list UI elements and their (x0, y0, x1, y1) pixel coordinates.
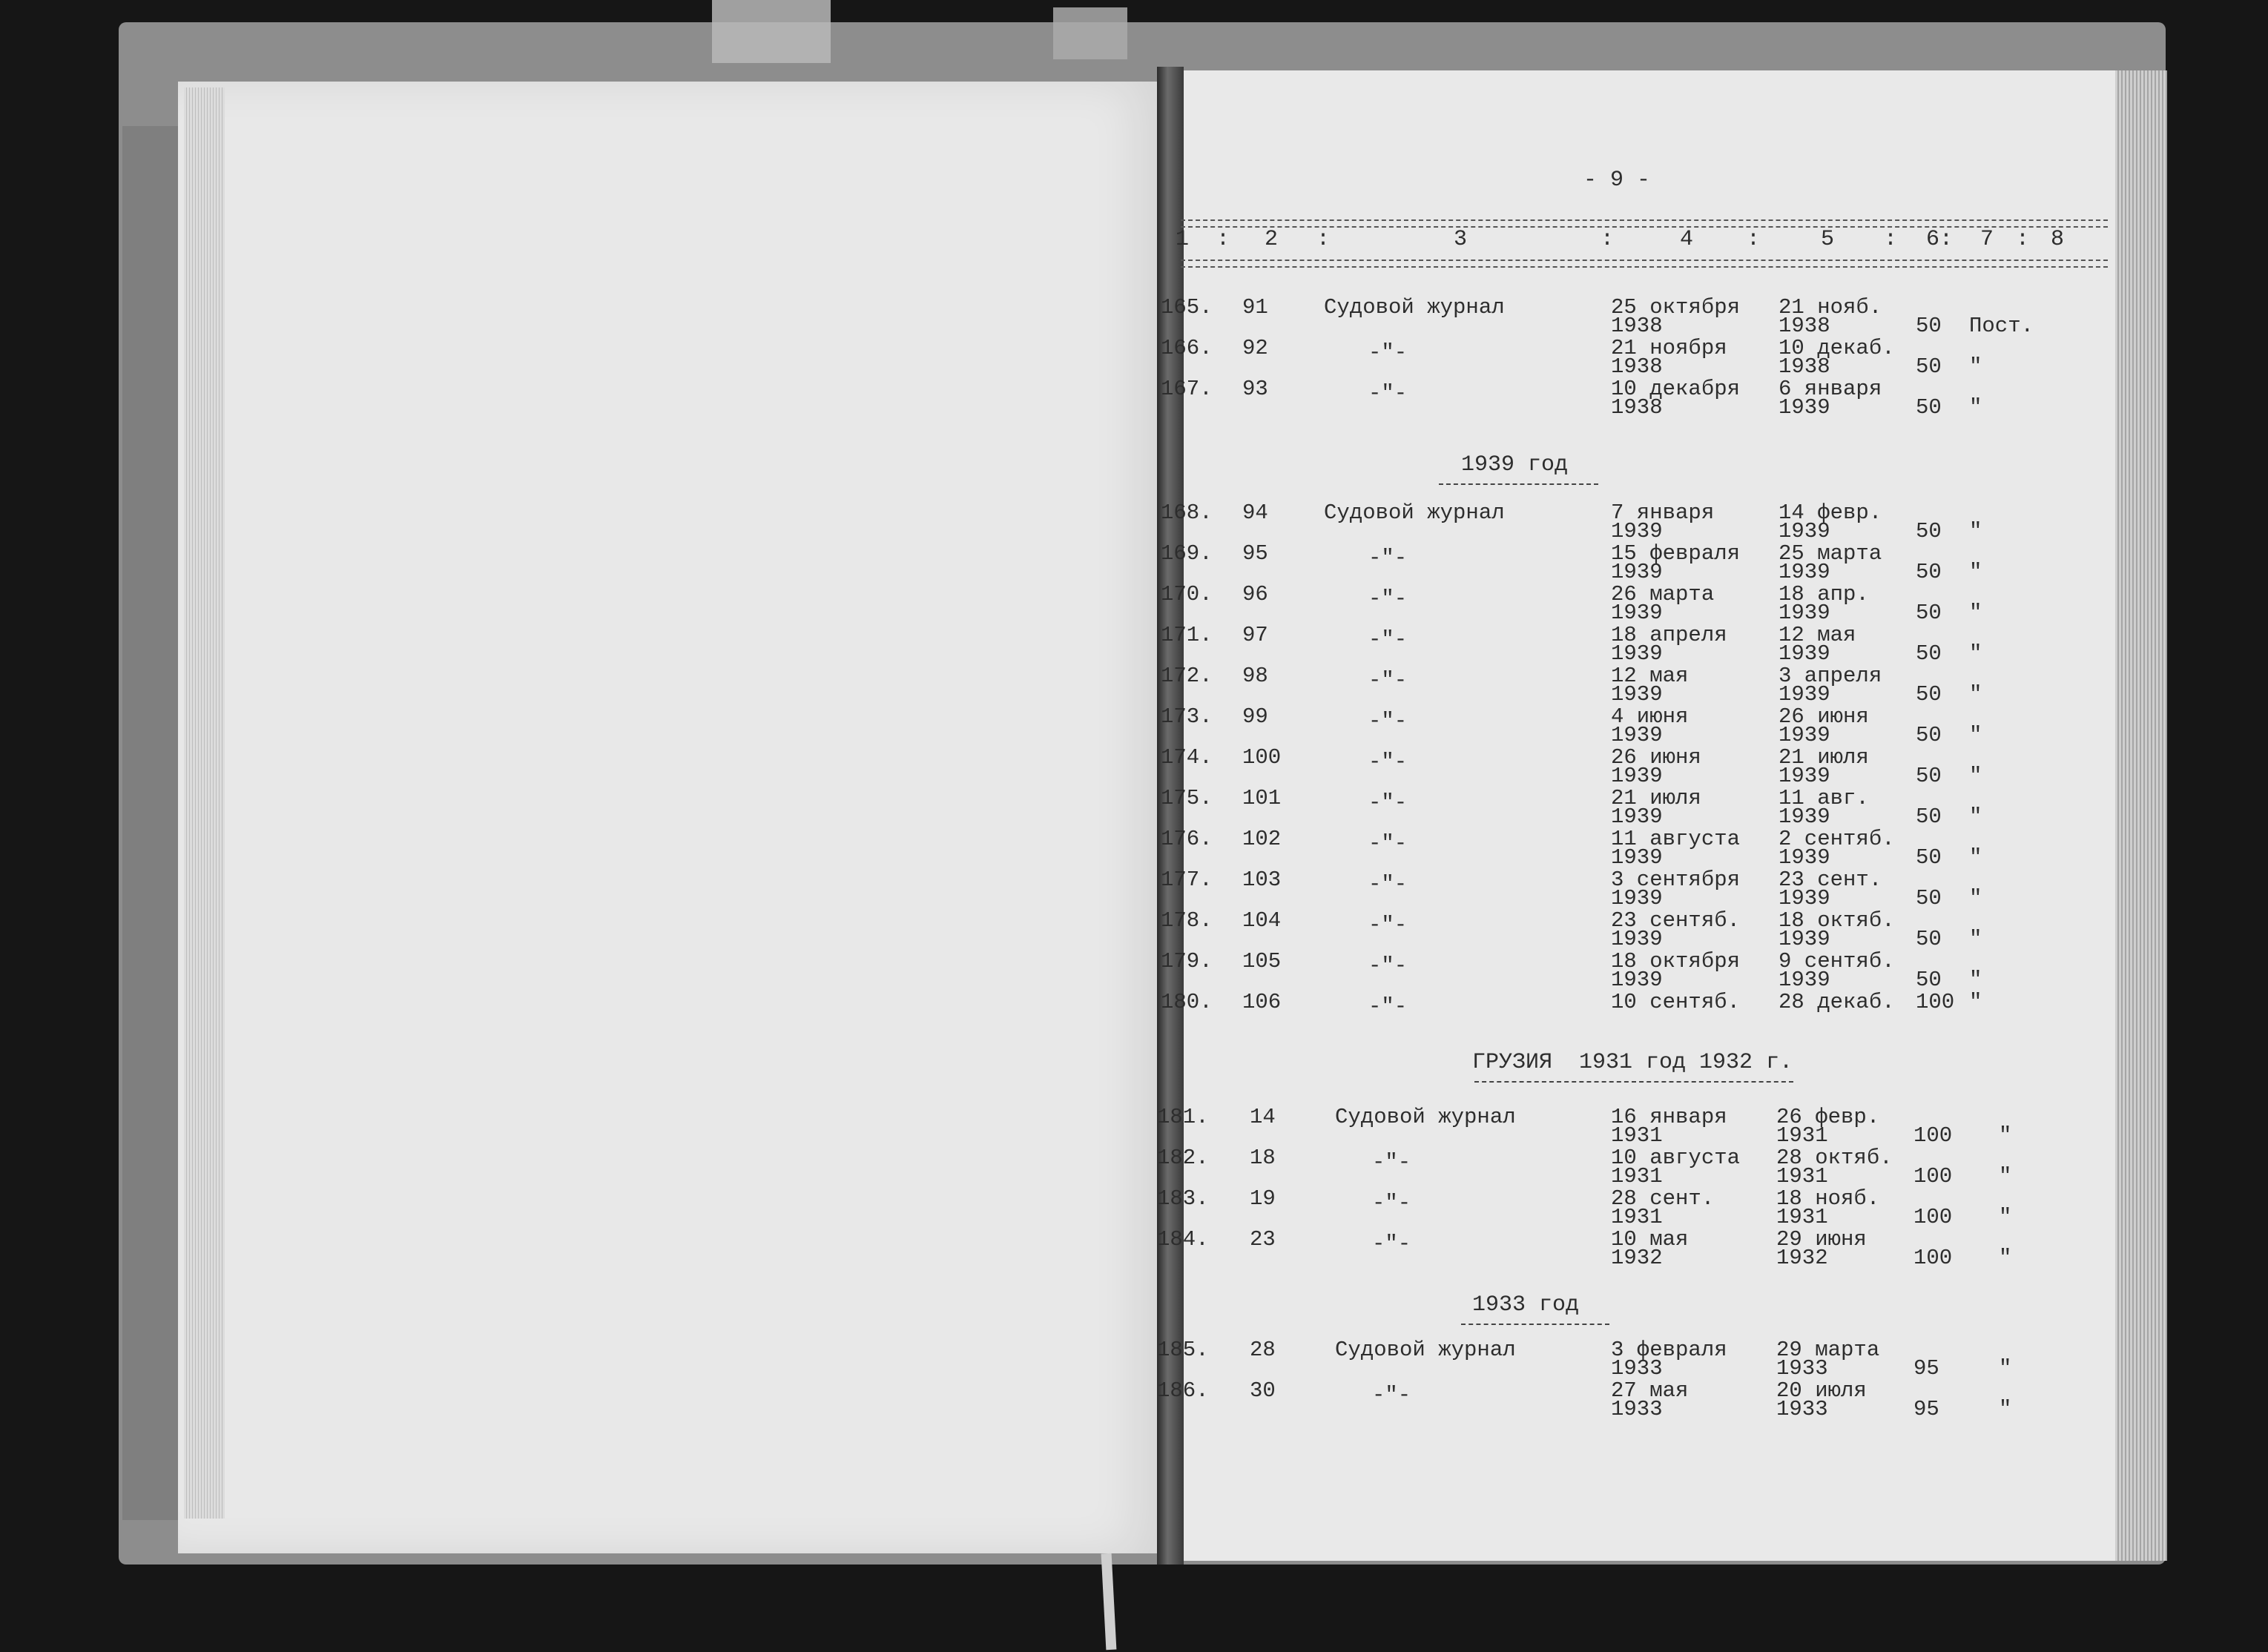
end-year: 1938 (1779, 314, 1830, 338)
item-number: 103 (1242, 868, 1282, 892)
section-heading-underline (1439, 483, 1598, 485)
start-date: 11 августа (1611, 827, 1741, 851)
end-date: 29 марта (1776, 1338, 1880, 1362)
ditto-mark: -"- (1372, 1383, 1411, 1407)
start-date: 10 декабря (1611, 377, 1741, 401)
column-header: 2 (1265, 227, 1279, 252)
start-date: 16 января (1611, 1105, 1727, 1129)
start-date: 3 сентября (1611, 868, 1741, 892)
row-number: 176. (1161, 827, 1213, 851)
sheet-count: 50 (1916, 395, 1942, 420)
end-year: 1939 (1779, 968, 1830, 992)
end-date: 18 октяб. (1779, 908, 1895, 933)
row-number: 183. (1157, 1186, 1209, 1211)
end-year: 1939 (1779, 519, 1830, 543)
item-number: 102 (1242, 827, 1282, 851)
record-title: Судовой журнал (1335, 1105, 1516, 1129)
row-number: 179. (1161, 949, 1213, 974)
end-year: 1939 (1779, 845, 1830, 870)
note: " (1969, 968, 1982, 992)
end-date: 14 февр. (1779, 500, 1882, 525)
section-heading: 1939 год (1461, 452, 1569, 478)
row-number: 171. (1161, 623, 1213, 647)
note: " (1999, 1123, 2012, 1148)
start-date: 18 октября (1611, 949, 1741, 974)
row-number: 174. (1161, 745, 1213, 770)
start-date: 18 апреля (1611, 623, 1727, 647)
row-number: 166. (1161, 336, 1213, 360)
tape-strip (1053, 7, 1127, 59)
column-header: 5 (1821, 227, 1835, 252)
note: " (1999, 1397, 2012, 1421)
ditto-mark: -"- (1368, 913, 1408, 937)
column-header: 3 (1454, 227, 1468, 252)
row-number: 184. (1157, 1227, 1209, 1252)
sheet-count: 50 (1916, 804, 1942, 829)
start-date: 4 июня (1611, 704, 1689, 729)
end-date: 6 января (1779, 377, 1882, 401)
sheet-count: 50 (1916, 886, 1942, 911)
sheet-count: 50 (1916, 723, 1942, 747)
start-date: 10 мая (1611, 1227, 1689, 1252)
note: " (1969, 395, 1982, 420)
item-number: 18 (1250, 1146, 1276, 1170)
end-date: 26 февр. (1776, 1105, 1880, 1129)
sheet-count: 50 (1916, 845, 1942, 870)
sheet-count: 95 (1913, 1397, 1939, 1421)
sheet-count: 95 (1913, 1356, 1939, 1381)
start-date: 26 июня (1611, 745, 1701, 770)
start-year: 1939 (1611, 519, 1663, 543)
note: " (1969, 886, 1982, 911)
start-year: 1939 (1611, 641, 1663, 666)
end-date: 21 нояб. (1779, 295, 1882, 320)
ditto-mark: -"- (1372, 1191, 1411, 1215)
tape-strip (712, 0, 831, 63)
sheet-count: 100 (1913, 1123, 1953, 1148)
note: " (1969, 990, 1982, 1014)
end-year: 1931 (1776, 1164, 1828, 1189)
column-header: : (1316, 227, 1331, 252)
sheet-count: 50 (1916, 354, 1942, 379)
item-number: 100 (1242, 745, 1282, 770)
page-number: - 9 - (1583, 168, 1651, 193)
end-date: 20 июля (1776, 1378, 1867, 1403)
column-header: 6: (1926, 227, 1954, 252)
item-number: 95 (1242, 541, 1268, 566)
start-date: 15 февраля (1611, 541, 1741, 566)
sheet-count: 50 (1916, 641, 1942, 666)
section-heading-underline (1474, 1081, 1793, 1083)
note: " (1999, 1356, 2012, 1381)
start-year: 1931 (1611, 1205, 1663, 1229)
start-year: 1939 (1611, 682, 1663, 707)
item-number: 30 (1250, 1378, 1276, 1403)
note: " (1969, 804, 1982, 829)
item-number: 101 (1242, 786, 1282, 810)
item-number: 92 (1242, 336, 1268, 360)
note: " (1999, 1205, 2012, 1229)
row-number: 165. (1161, 295, 1213, 320)
column-header: 7 (1980, 227, 1994, 252)
item-number: 106 (1242, 990, 1282, 1014)
item-number: 98 (1242, 664, 1268, 688)
column-header: : (2016, 227, 2030, 252)
note: " (1969, 519, 1982, 543)
note: " (1969, 641, 1982, 666)
start-year: 1939 (1611, 723, 1663, 747)
ditto-mark: -"- (1372, 1232, 1411, 1256)
start-year: 1938 (1611, 395, 1663, 420)
start-year: 1933 (1611, 1397, 1663, 1421)
left-page-blank (178, 82, 1164, 1553)
end-year: 1933 (1776, 1397, 1828, 1421)
column-header: : (1216, 227, 1230, 252)
start-date: 28 сент. (1611, 1186, 1715, 1211)
sheet-count: 50 (1916, 764, 1942, 788)
end-date: 10 декаб. (1779, 336, 1895, 360)
end-year: 1932 (1776, 1246, 1828, 1270)
end-year: 1939 (1779, 764, 1830, 788)
ditto-mark: -"- (1368, 994, 1408, 1019)
start-year: 1939 (1611, 886, 1663, 911)
ditto-mark: -"- (1368, 627, 1408, 652)
sheet-count: 100 (1913, 1205, 1953, 1229)
end-year: 1931 (1776, 1123, 1828, 1148)
row-number: 185. (1157, 1338, 1209, 1362)
start-year: 1939 (1611, 560, 1663, 584)
end-year: 1938 (1779, 354, 1830, 379)
sheet-count: 50 (1916, 519, 1942, 543)
start-year: 1939 (1611, 601, 1663, 625)
row-number: 180. (1161, 990, 1213, 1014)
ditto-mark: -"- (1368, 668, 1408, 693)
end-year: 1939 (1779, 886, 1830, 911)
end-date: 23 сент. (1779, 868, 1882, 892)
ditto-mark: -"- (1368, 954, 1408, 978)
end-date: 11 авг. (1779, 786, 1869, 810)
note: " (1969, 682, 1982, 707)
ditto-mark: -"- (1368, 872, 1408, 896)
note: " (1969, 601, 1982, 625)
note: " (1969, 354, 1982, 379)
end-year: 1939 (1779, 641, 1830, 666)
item-number: 96 (1242, 582, 1268, 607)
sheet-count: 50 (1916, 682, 1942, 707)
note: " (1969, 723, 1982, 747)
end-year: 1939 (1779, 682, 1830, 707)
item-number: 97 (1242, 623, 1268, 647)
end-date: 12 мая (1779, 623, 1856, 647)
start-year: 1939 (1611, 804, 1663, 829)
row-number: 186. (1157, 1378, 1209, 1403)
ditto-mark: -"- (1368, 750, 1408, 774)
row-number: 173. (1161, 704, 1213, 729)
sheet-count: 50 (1916, 314, 1942, 338)
item-number: 94 (1242, 500, 1268, 525)
section-heading: 1933 год (1472, 1292, 1580, 1318)
end-date: 28 декаб. (1779, 990, 1895, 1014)
row-number: 182. (1157, 1146, 1209, 1170)
row-number: 168. (1161, 500, 1213, 525)
item-number: 105 (1242, 949, 1282, 974)
start-year: 1939 (1611, 968, 1663, 992)
row-number: 170. (1161, 582, 1213, 607)
row-number: 181. (1157, 1105, 1209, 1129)
note: " (1999, 1246, 2012, 1270)
start-date: 26 марта (1611, 582, 1715, 607)
start-date: 21 июля (1611, 786, 1701, 810)
start-date: 27 мая (1611, 1378, 1689, 1403)
end-year: 1939 (1779, 395, 1830, 420)
end-date: 3 апреля (1779, 664, 1882, 688)
start-year: 1938 (1611, 314, 1663, 338)
note: " (1969, 927, 1982, 951)
row-number: 169. (1161, 541, 1213, 566)
ditto-mark: -"- (1368, 709, 1408, 733)
record-title: Судовой журнал (1324, 500, 1505, 525)
start-year: 1931 (1611, 1123, 1663, 1148)
sheet-count: 100 (1916, 990, 1955, 1014)
start-year: 1938 (1611, 354, 1663, 379)
item-number: 28 (1250, 1338, 1276, 1362)
page-edges (184, 87, 225, 1519)
section-heading: ГРУЗИЯ 1931 год 1932 г. (1472, 1050, 1793, 1075)
note: " (1999, 1164, 2012, 1189)
start-date: 23 сентяб. (1611, 908, 1741, 933)
row-number: 172. (1161, 664, 1213, 688)
item-number: 93 (1242, 377, 1268, 401)
start-date: 10 августа (1611, 1146, 1741, 1170)
end-date: 25 марта (1779, 541, 1882, 566)
note: " (1969, 764, 1982, 788)
item-number: 14 (1250, 1105, 1276, 1129)
end-year: 1931 (1776, 1205, 1828, 1229)
column-header: 8 (2051, 227, 2065, 252)
item-number: 19 (1250, 1186, 1276, 1211)
end-date: 18 нояб. (1776, 1186, 1880, 1211)
note: " (1969, 560, 1982, 584)
end-year: 1933 (1776, 1356, 1828, 1381)
item-number: 23 (1250, 1227, 1276, 1252)
item-number: 104 (1242, 908, 1282, 933)
start-year: 1932 (1611, 1246, 1663, 1270)
column-header: : (1884, 227, 1898, 252)
sheet-count: 100 (1913, 1164, 1953, 1189)
end-date: 21 июля (1779, 745, 1869, 770)
record-title: Судовой журнал (1335, 1338, 1516, 1362)
sheet-count: 100 (1913, 1246, 1953, 1270)
column-header: : (1747, 227, 1761, 252)
start-year: 1939 (1611, 845, 1663, 870)
row-number: 175. (1161, 786, 1213, 810)
ditto-mark: -"- (1368, 587, 1408, 611)
end-date: 26 июня (1779, 704, 1869, 729)
record-title: Судовой журнал (1324, 295, 1505, 320)
start-year: 1939 (1611, 764, 1663, 788)
ditto-mark: -"- (1372, 1150, 1411, 1174)
end-year: 1939 (1779, 723, 1830, 747)
item-number: 99 (1242, 704, 1268, 729)
start-year: 1939 (1611, 927, 1663, 951)
row-number: 178. (1161, 908, 1213, 933)
note: Пост. (1969, 314, 2034, 338)
end-year: 1939 (1779, 601, 1830, 625)
header-rule-bottom (1181, 260, 2108, 268)
end-date: 9 сентяб. (1779, 949, 1895, 974)
ditto-mark: -"- (1368, 546, 1408, 570)
end-date: 29 июня (1776, 1227, 1867, 1252)
start-date: 10 сентяб. (1611, 990, 1741, 1014)
start-date: 21 ноября (1611, 336, 1727, 360)
start-year: 1933 (1611, 1356, 1663, 1381)
column-header: 1 (1176, 227, 1190, 252)
row-number: 167. (1161, 377, 1213, 401)
sheet-count: 50 (1916, 601, 1942, 625)
sheet-count: 50 (1916, 927, 1942, 951)
ditto-mark: -"- (1368, 790, 1408, 815)
row-number: 177. (1161, 868, 1213, 892)
end-year: 1939 (1779, 804, 1830, 829)
ditto-mark: -"- (1368, 831, 1408, 856)
bookmark-ribbon (1101, 1553, 1117, 1651)
sheet-count: 50 (1916, 560, 1942, 584)
ditto-mark: -"- (1368, 340, 1408, 365)
start-date: 25 октября (1611, 295, 1741, 320)
start-year: 1931 (1611, 1164, 1663, 1189)
item-number: 91 (1242, 295, 1268, 320)
sheet-count: 50 (1916, 968, 1942, 992)
start-date: 3 февраля (1611, 1338, 1727, 1362)
end-year: 1939 (1779, 927, 1830, 951)
end-year: 1939 (1779, 560, 1830, 584)
right-page-edges (2115, 70, 2167, 1561)
end-date: 2 сентяб. (1779, 827, 1895, 851)
start-date: 7 января (1611, 500, 1715, 525)
end-date: 18 апр. (1779, 582, 1869, 607)
section-heading-underline (1461, 1324, 1609, 1325)
end-date: 28 октяб. (1776, 1146, 1893, 1170)
column-header: : (1601, 227, 1615, 252)
column-header: 4 (1680, 227, 1694, 252)
start-date: 12 мая (1611, 664, 1689, 688)
note: " (1969, 845, 1982, 870)
ditto-mark: -"- (1368, 381, 1408, 406)
